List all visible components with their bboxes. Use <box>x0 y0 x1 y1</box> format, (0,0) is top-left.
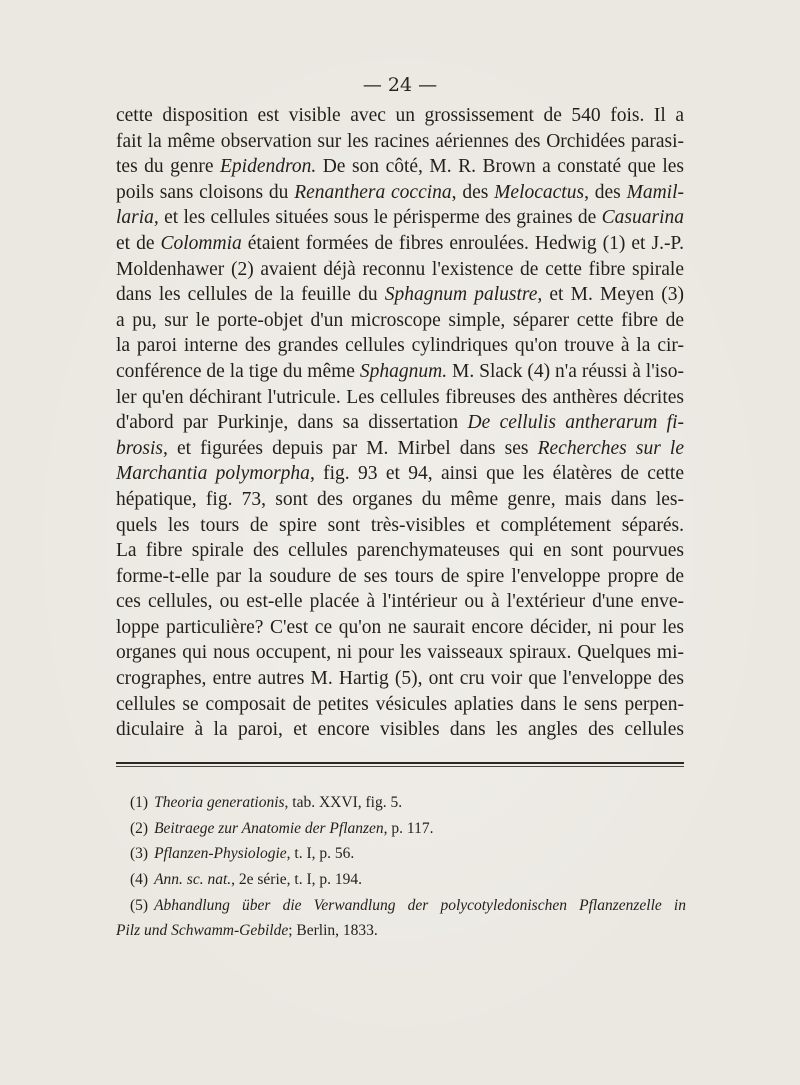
text-line: a pu, sur le porte-objet d'un microscope simple, séparer cette fibre de <box>116 309 684 331</box>
text-line: ler qu'en déchirant l'utricule. Les cellules fibreuses des anthères décrites <box>116 386 684 408</box>
text-line: quels les tours de spire sont très-visibles et complétement séparés. <box>116 514 684 536</box>
footnote: (5) Abhandlung über die Verwandlung der polycotyledonischen Pflanzenzelle in <box>130 896 686 914</box>
text-line: diculaire à la paroi, et encore visibles dans les angles des cellules <box>116 719 684 741</box>
text-line: Moldenhawer (2) avaient déjà reconnu l'existence de cette fibre spirale <box>116 258 684 280</box>
text-line: loppe particulière? C'est ce qu'on ne saurait encore décider, ni pour les <box>116 616 684 638</box>
text-line: crographes, entre autres M. Hartig (5), ont cru voir que l'enveloppe des <box>116 668 684 690</box>
text-line: tes du genre Epidendron. De son côté, M. R. Brown a constaté que les <box>116 156 684 178</box>
text-line: La fibre spirale des cellules parenchymateuses qui en sont pourvues <box>116 540 684 562</box>
text-line: organes qui nous occupent, ni pour les vaisseaux spiraux. Quelques mi- <box>116 642 684 664</box>
footnote: (2) Beitraege zur Anatomie der Pflanzen, p. 117. <box>130 819 434 837</box>
text-line: et de Colommia étaient formées de fibres enroulées. Hedwig (1) et J.-P. <box>116 232 684 254</box>
text-line: ces cellules, ou est-elle placée à l'intérieur ou à l'extérieur d'une enve- <box>116 591 684 613</box>
text-line: cellules se composait de petites vésicules aplaties dans le sens perpen- <box>116 693 684 715</box>
body-text <box>116 103 684 743</box>
footnote-continuation: Pilz und Schwamm-Gebilde; Berlin, 1833. <box>116 922 378 940</box>
footnote: (1) Theoria generationis, tab. XXVI, fig. 5. <box>130 794 403 811</box>
text-line: d'abord par Purkinje, dans sa dissertation De cellulis antherarum fi- <box>116 412 685 434</box>
text-line: la paroi interne des grandes cellules cylindriques qu'on trouve à la cir- <box>116 335 684 357</box>
text-line: poils sans cloisons du Renanthera coccina, des Melocactus, des Mamil- <box>116 181 684 203</box>
text-line: forme-t-elle par la soudure de ses tours de spire l'enveloppe propre de <box>116 565 684 587</box>
footnote-separator-thin <box>116 766 684 767</box>
text-line: hépatique, fig. 73, sont des organes du même genre, mais dans les- <box>116 488 684 510</box>
footnote: (4) Ann. sc. nat., 2e série, t. I, p. 194. <box>130 871 362 889</box>
text-line: dans les cellules de la feuille du Sphagnum palustre, et M. Meyen (3) <box>116 284 684 306</box>
text-line: laria, et les cellules situées sous le périsperme des graines de Casuarina <box>116 207 684 229</box>
footnotes <box>116 790 686 944</box>
text-line: cette disposition est visible avec un grossissement de 540 fois. Il a <box>116 105 684 126</box>
text-line: brosis, et figurées depuis par M. Mirbel dans ses Recherches sur le <box>116 437 684 459</box>
footnote: (3) Pflanzen-Physiologie, t. I, p. 56. <box>130 845 355 863</box>
footnote-separator <box>116 762 684 764</box>
page-number: — 24 — <box>362 74 438 96</box>
text-line: conférence de la tige du même Sphagnum. M. Slack (4) n'a réussi à l'iso- <box>116 360 684 382</box>
text-line: fait la même observation sur les racines aériennes des Orchidées parasi- <box>116 130 684 152</box>
text-line: Marchantia polymorpha, fig. 93 et 94, ainsi que les élatères de cette <box>116 463 685 485</box>
